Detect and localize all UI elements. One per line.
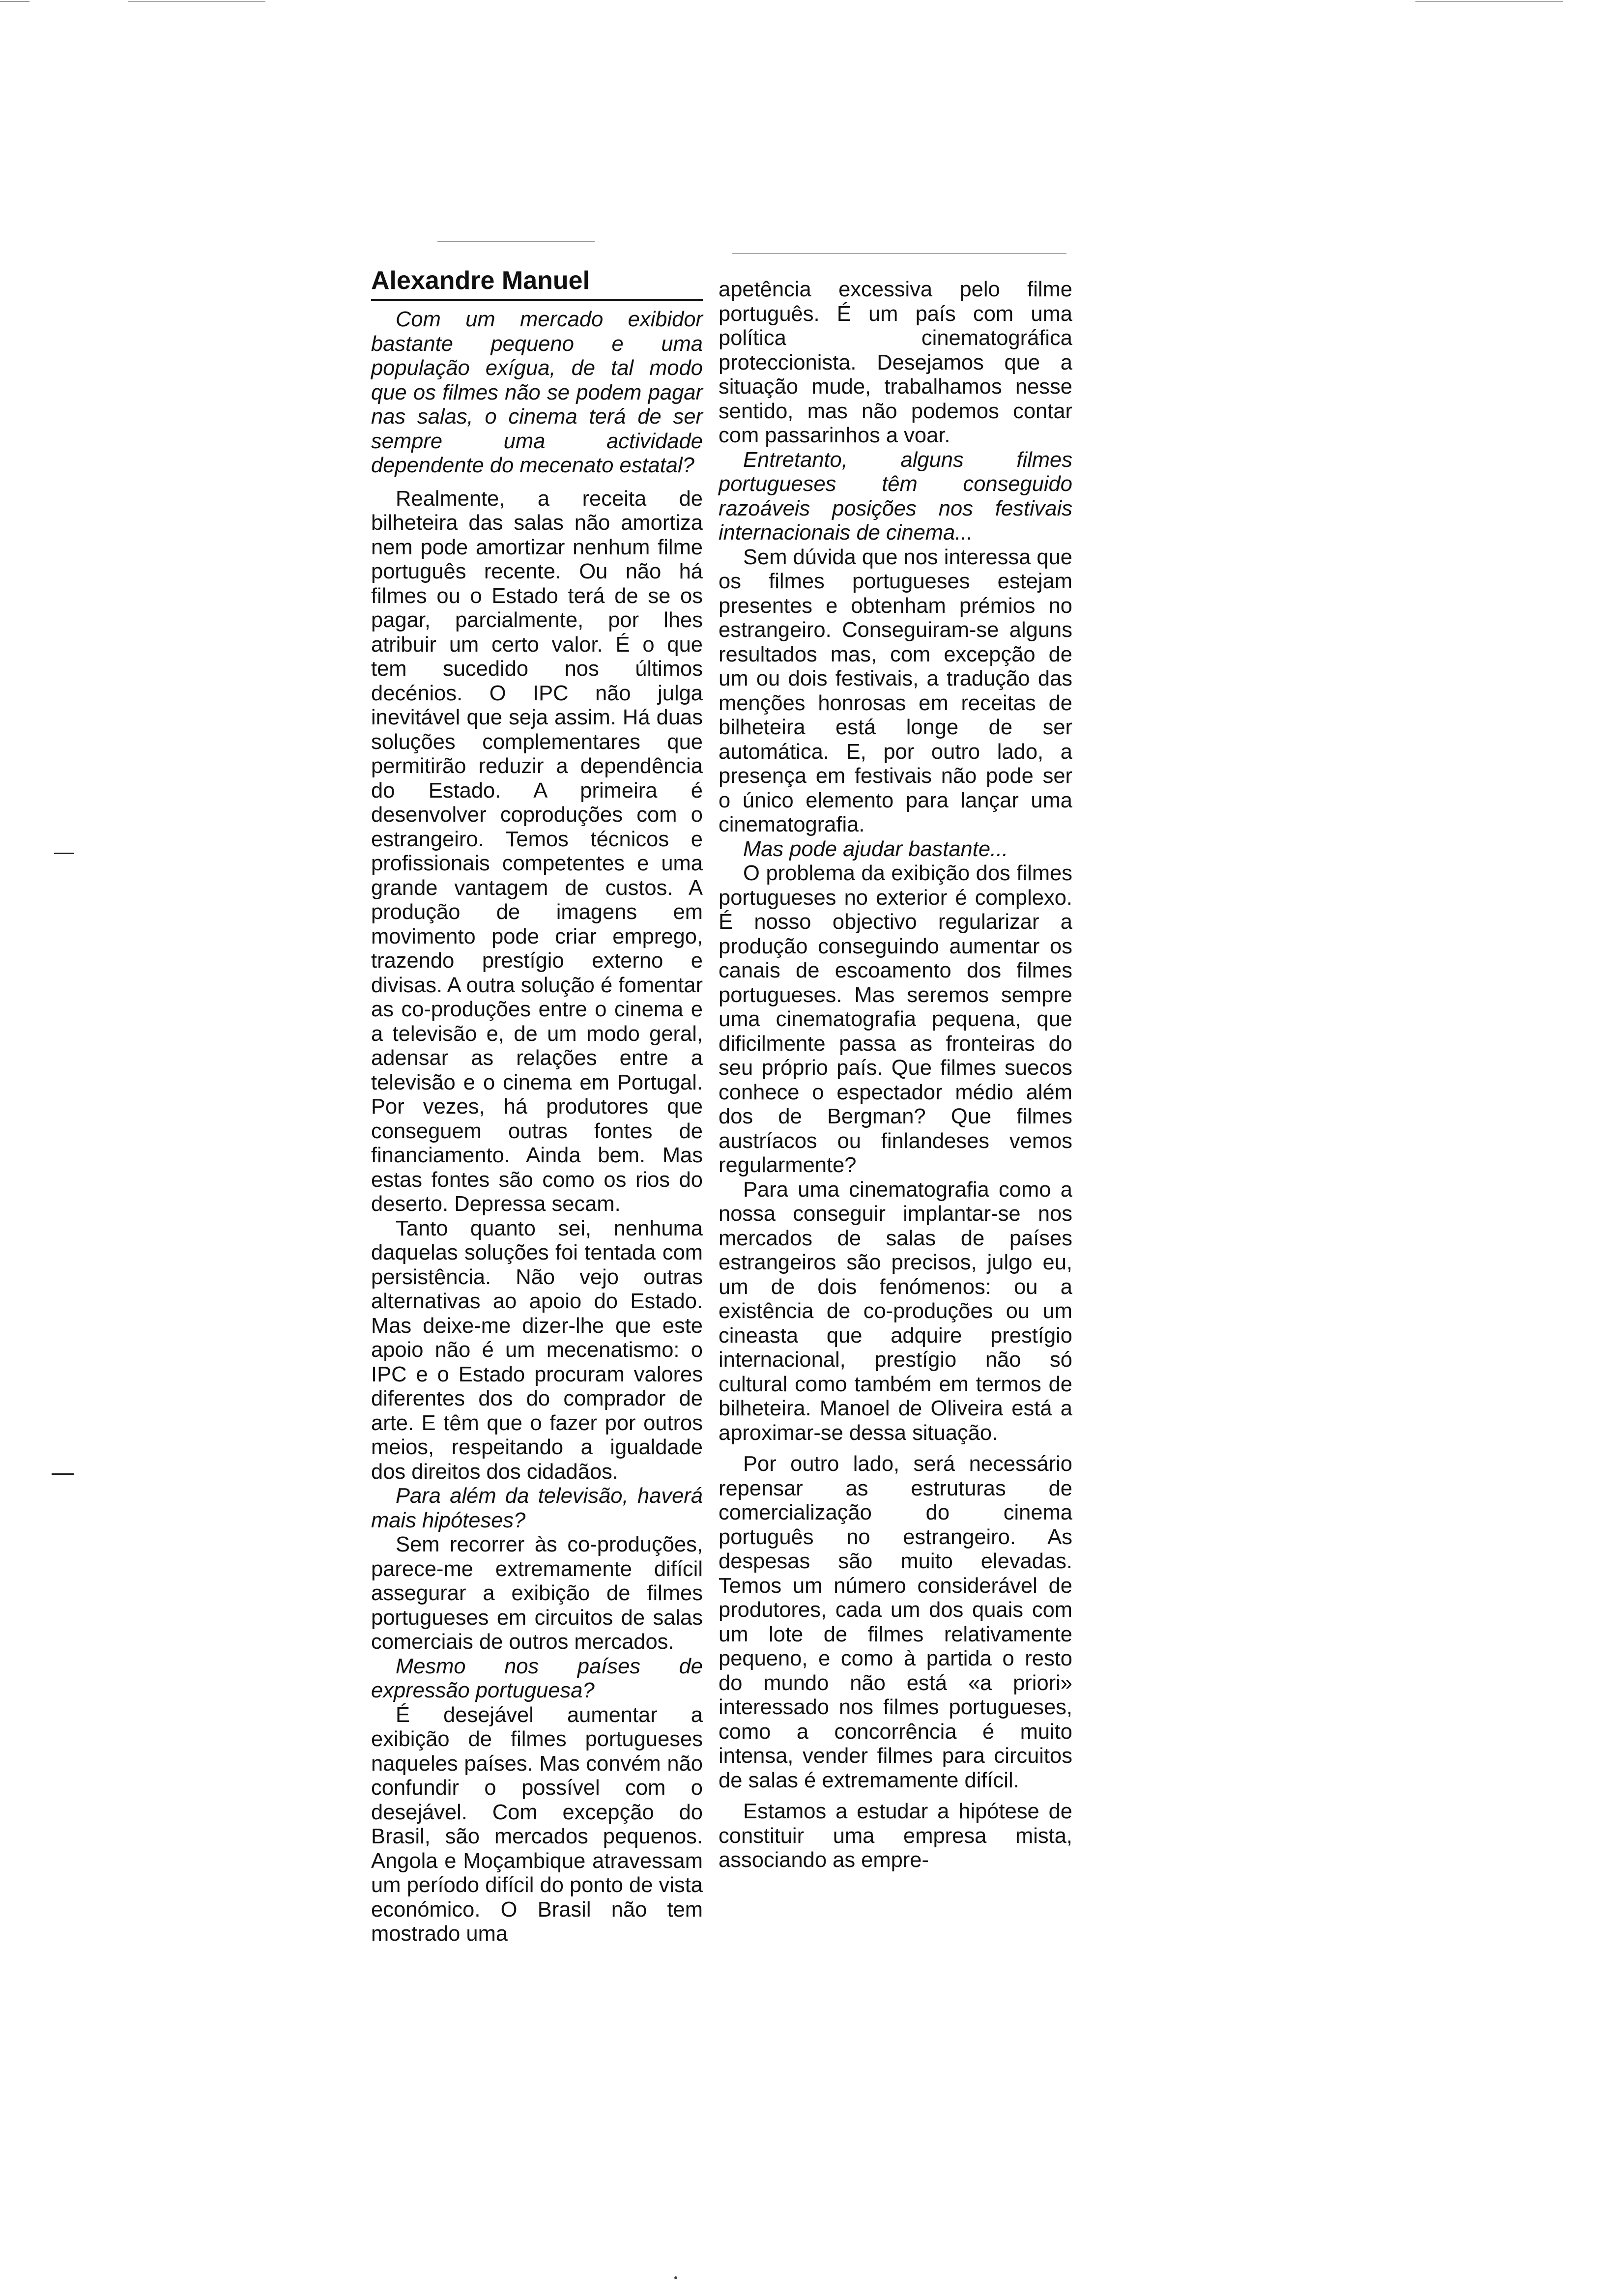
scan-artifact-header-right — [732, 253, 1066, 254]
answer-paragraph: O problema da exibição dos filmes portugueses no exterior é complexo. É nosso objectivo regularizar a produção conseguindo aumentar os canais de escoamento dos filmes portugueses. Mas seremos sempre uma cinematografia pequena, que dificilmente passa as fronteiras do seu próprio país. Que filmes suecos conhece o espectador médio além dos de Bergman? Que filmes austríacos ou finlandeses vemos regularmente? — [719, 861, 1072, 1177]
question-paragraph: Para além da televisão, haverá mais hipóteses? — [371, 1484, 703, 1532]
scan-artifact-header-left — [437, 241, 595, 242]
byline: Alexandre Manuel — [371, 265, 703, 301]
question-paragraph: Mas pode ajudar bastante... — [743, 837, 1008, 861]
question-paragraph: Com um mercado exibidor bastante pequeno e uma população exígua, de tal modo que os filmes não se podem pagar nas salas, o cinema terá de ser sempre uma actividade dependente do mecenato estatal? — [371, 308, 703, 477]
answer-paragraph: Realmente, a receita de bilheteira das salas não amortiza nem pode amortizar nenhum filme português recente. Ou não há filmes ou o Estado terá de se os pagar, parcialmente, por lhes atribuir um certo valor. É o que tem sucedido nos últimos decénios. O IPC não julga inevitável que seja assim. Há duas soluções complementares que permitirão reduzir a dependência do Estado. A primeira é desenvolver coproduções com o estrangeiro. Temos técnicos e profissionais competentes e uma grande vantagem de custos. A produção de imagens em movimento pode criar emprego, trazendo prestígio externo e divisas. A outra solução é fomentar as co-produções entre o cinema e a televisão e, de um modo geral, adensar as relações entre a televisão e o cinema em Portugal. Por vezes, há produtores que conseguem outras fontes de financiamento. Ainda bem. Mas estas fontes são como os rios do deserto. Depressa secam. — [371, 487, 703, 1216]
question-paragraph: Mesmo nos países de expressão portuguesa? — [371, 1654, 703, 1702]
question-paragraph: Entretanto, alguns filmes portugueses têm conseguido razoáveis posições nos festivais internacionais de cinema... — [719, 448, 1072, 545]
answer-paragraph: É desejável aumentar a exibição de filmes portugueses naqueles países. Mas convém não confundir o possível com o desejável. Com excepção do Brasil, são mercados pequenos. Angola e Moçambique atravessam um período difícil do ponto de vista económico. O Brasil não tem mostrado uma — [371, 1703, 703, 1946]
scan-artifact-dot — [674, 2276, 677, 2279]
answer-paragraph: Sem recorrer às co-produções, parece-me extremamente difícil assegurar a exibição de filmes portugueses em circuitos de salas comerciais de outros mercados. — [371, 1533, 703, 1654]
right-column — [719, 278, 1072, 1873]
answer-paragraph: Sem dúvida que nos interessa que os filmes portugueses estejam presentes e obtenham prémios no estrangeiro. Conseguiram-se alguns resultados mas, com excepção de um ou dois festivais, a tradução das menções honrosas em receitas de bilheteira está longe de ser automática. E, por outro lado, a presença em festivais não pode ser o único elemento para lançar uma cinematografia. — [719, 545, 1072, 836]
answer-paragraph: Por outro lado, será necessário repensar as estruturas de comercialização do cinema português no estrangeiro. As despesas são muito elevadas. Temos um número considerável de produtores, cada um dos quais com um lote de filmes relativamente pequeno, e como à partida o resto do mundo não está «a priori» interessado nos filmes portugueses, como a concorrência é muito intensa, vender filmes para circuitos de salas é extremamente difícil. — [719, 1452, 1072, 1792]
scan-artifact-left-tick-2 — [52, 1473, 74, 1475]
answer-paragraph: Estamos a estudar a hipótese de constituir uma empresa mista, associando as empre- — [719, 1800, 1072, 1872]
answer-paragraph: Para uma cinematografia como a nossa conseguir implantar-se nos mercados de salas de países estrangeiros são precisos, julgo eu, um de dois fenómenos: ou a existência de co-produções ou um cineasta que adquire prestígio internacional, prestígio não só cultural como também em termos de bilheteira. Manoel de Oliveira está a aproximar-se dessa situação. — [719, 1177, 1072, 1445]
scan-artifact-top-left — [0, 1, 29, 2]
scan-artifact-top-center — [128, 1, 265, 2]
scan-artifact-top-right — [1415, 1, 1563, 2]
scan-artifact-left-tick-1 — [54, 853, 74, 854]
left-column — [371, 265, 703, 1947]
answer-paragraph-continued: apetência excessiva pelo filme português. É um país com uma política cinematográfica proteccionista. Desejamos que a situação mude, trabalhamos nesse sentido, mas não podemos contar com passarinhos a voar. — [719, 278, 1072, 447]
answer-paragraph: Tanto quanto sei, nenhuma daquelas soluções foi tentada com persistência. Não vejo outras alternativas ao apoio do Estado. Mas deixe-me dizer-lhe que este apoio não é um mecenatismo: o IPC e o Estado procuram valores diferentes dos do comprador de arte. E têm que o fazer por outros meios, respeitando a igualdade dos direitos dos cidadãos. — [371, 1216, 703, 1484]
